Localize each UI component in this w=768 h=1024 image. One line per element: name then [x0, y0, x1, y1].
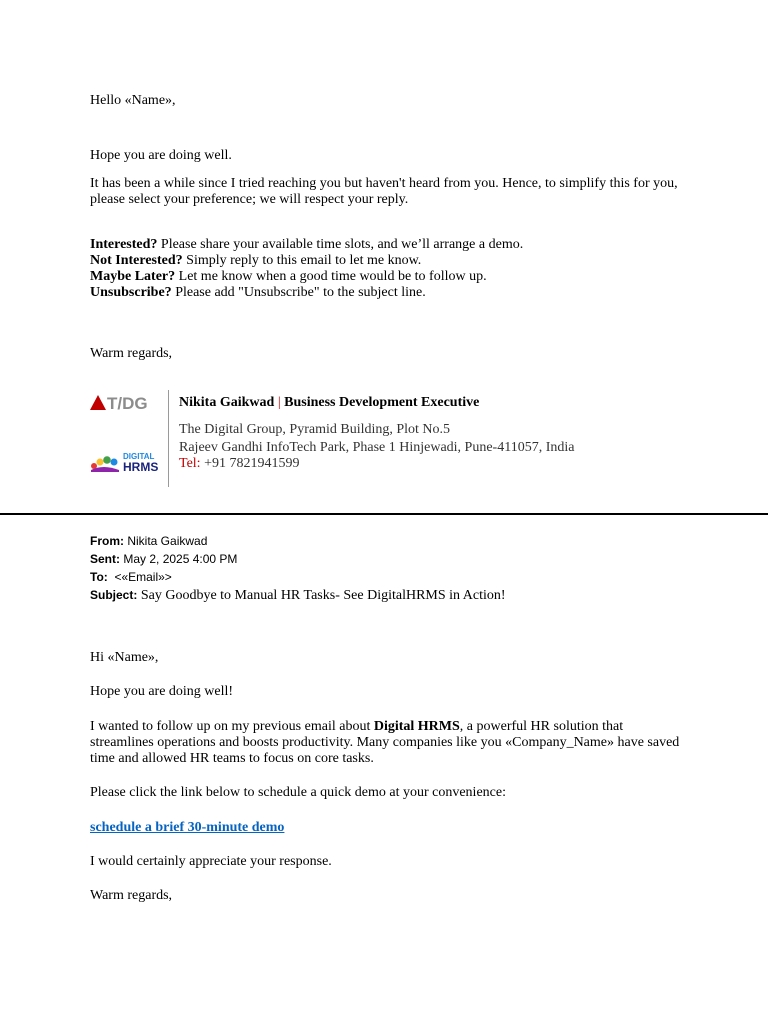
- option-not-interested: Not Interested? Simply reply to this email to let me know.: [90, 253, 422, 268]
- hrms-logo-bottom: HRMS: [123, 460, 159, 474]
- option-unsubscribe: Unsubscribe? Please add "Unsubscribe" to the subject line.: [90, 285, 426, 300]
- email2-greeting: Hi «Name»,: [90, 650, 159, 665]
- email-separator: [0, 513, 768, 515]
- header-to: To: <«Email»>: [90, 570, 172, 584]
- schedule-demo-link[interactable]: schedule a brief 30-minute demo: [90, 820, 285, 835]
- email2-paragraph-3: I would certainly appreciate your response.: [90, 854, 332, 869]
- signature-address-2: Rajeev Gandhi InfoTech Park, Phase 1 Hinjewadi, Pune-411057, India: [179, 440, 575, 455]
- signature-divider: [168, 390, 169, 487]
- option-maybe-later: Maybe Later? Let me know when a good time would be to follow up.: [90, 269, 487, 284]
- option-interested: Interested? Please share your available time slots, and we’ll arrange a demo.: [90, 237, 524, 252]
- tdg-logo: [90, 392, 152, 414]
- header-from: From: Nikita Gaikwad: [90, 534, 208, 548]
- digital-hrms-logo: [90, 450, 162, 474]
- signature-address-1: The Digital Group, Pyramid Building, Plot No.5: [179, 422, 451, 437]
- tdg-logo-triangle: [90, 395, 106, 410]
- header-subject: Subject: Say Goodbye to Manual HR Tasks- See DigitalHRMS in Action!: [90, 588, 506, 603]
- email2-paragraph-2: Please click the link below to schedule a quick demo at your convenience:: [90, 785, 506, 800]
- email1-closing: Warm regards,: [90, 346, 173, 361]
- preference-options: [90, 237, 523, 301]
- email1-hope: Hope you are doing well.: [90, 148, 232, 163]
- signature-name-title: Nikita Gaikwad | Business Development Executive: [179, 395, 480, 410]
- email1-greeting: Hello «Name»,: [90, 93, 176, 108]
- email1-intro: It has been a while since I tried reaching you but haven't heard from you. Hence, to simplify this for you, please select your preference; we will respect your reply.: [90, 176, 678, 207]
- email2-closing: Warm regards,: [90, 888, 173, 903]
- header-sent: Sent: May 2, 2025 4:00 PM: [90, 552, 238, 566]
- hrms-logo-top: DIGITAL: [123, 452, 155, 461]
- signature-phone: Tel: +91 7821941599: [179, 456, 300, 471]
- email2-paragraph-1: I wanted to follow up on my previous email about Digital HRMS, a powerful HR solution that streamlines operations and boosts productivity. Many companies like you «Company_Name» have saved time and allowed HR teams to focus on core tasks.: [90, 719, 680, 766]
- email2-hope: Hope you are doing well!: [90, 684, 234, 699]
- email-header: [90, 533, 506, 604]
- tdg-logo-text: T/DG: [107, 394, 148, 413]
